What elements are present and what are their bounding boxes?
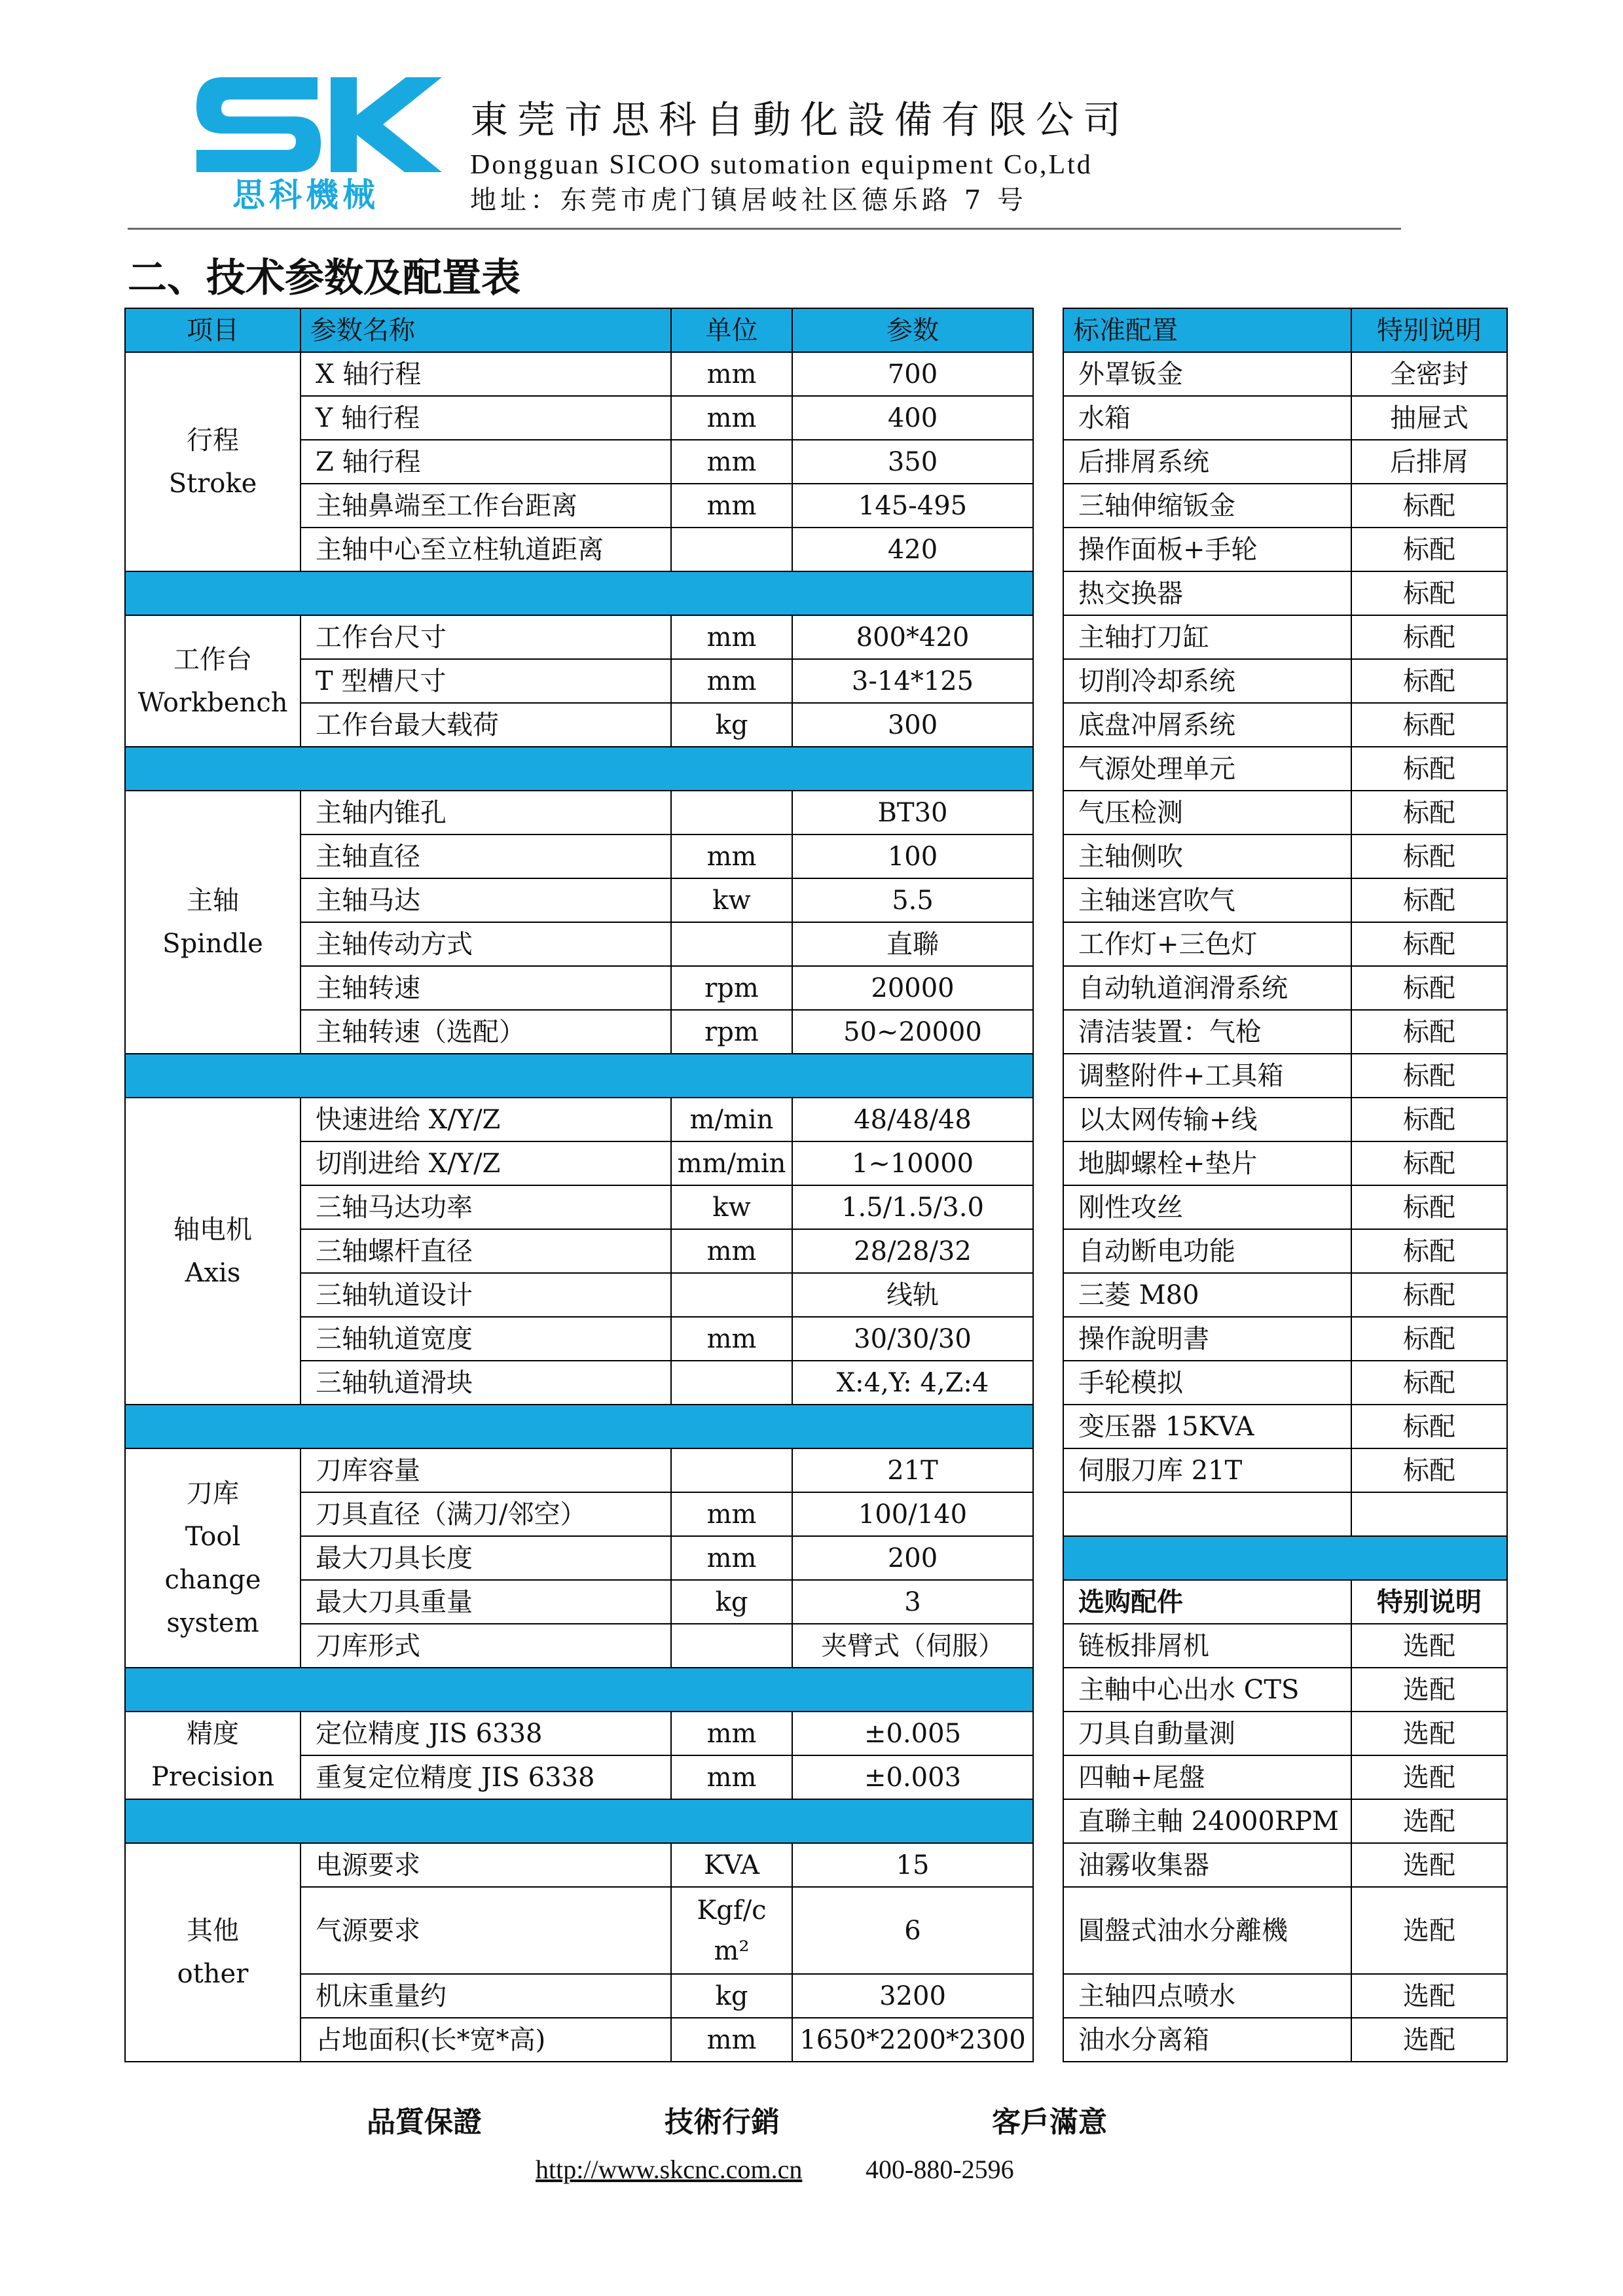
param-value: 21T xyxy=(792,1448,1033,1492)
config-row xyxy=(1063,1185,1507,1229)
config-item: 水箱 xyxy=(1063,396,1351,440)
category-cn: 轴电机 xyxy=(173,1214,252,1245)
param-value: 145-495 xyxy=(792,484,1033,528)
config-item: 三菱 M80 xyxy=(1063,1273,1351,1317)
param-unit: mm xyxy=(671,1229,792,1273)
optional-note: 选配 xyxy=(1351,1974,1507,2018)
config-row xyxy=(1063,1141,1507,1185)
config-row xyxy=(1063,1229,1507,1273)
param-unit: mm xyxy=(671,2018,792,2062)
param-value: 48/48/48 xyxy=(792,1098,1033,1141)
param-unit: kg xyxy=(671,1974,792,2018)
logo-subtitle: 思科機械 xyxy=(232,176,379,214)
config-row xyxy=(1063,878,1507,922)
param-unit: rpm xyxy=(671,966,792,1010)
param-unit xyxy=(671,1273,792,1317)
param-value: ±0.005 xyxy=(792,1712,1033,1755)
param-name: 主轴马达 xyxy=(301,878,671,922)
slogan-technology: 技術行銷 xyxy=(665,2106,780,2139)
config-note: 抽屉式 xyxy=(1351,396,1507,440)
param-unit: mm xyxy=(671,440,792,484)
optional-note: 选配 xyxy=(1351,1624,1507,1668)
optional-header-row xyxy=(1063,1580,1507,1624)
config-row xyxy=(1063,966,1507,1010)
param-unit: mm xyxy=(671,1536,792,1580)
category-en: system xyxy=(166,1607,259,1638)
config-row xyxy=(1063,571,1507,615)
optional-note: 选配 xyxy=(1351,1887,1507,1974)
category-cn: 行程 xyxy=(187,425,239,456)
param-value: BT30 xyxy=(792,791,1033,834)
category-stroke xyxy=(125,352,301,571)
param-value: 1650*2200*2300 xyxy=(792,2018,1033,2062)
param-name: 主轴中心至立柱轨道距离 xyxy=(301,528,671,571)
config-note: 标配 xyxy=(1351,571,1507,615)
config-row xyxy=(1063,1054,1507,1098)
config-note: 标配 xyxy=(1351,703,1507,747)
config-row xyxy=(1063,1799,1507,1843)
company-name-cn: 東莞市思科自動化設備有限公司 xyxy=(470,98,1131,142)
param-name: X 轴行程 xyxy=(301,352,671,396)
category-en: change xyxy=(164,1564,261,1595)
config-item: 底盘冲屑系统 xyxy=(1063,703,1351,747)
config-row xyxy=(1063,1668,1507,1712)
param-unit xyxy=(671,922,792,966)
header-param-name: 参数名称 xyxy=(301,308,671,352)
param-name: T 型槽尺寸 xyxy=(301,659,671,703)
param-unit xyxy=(671,1361,792,1405)
param-name: 气源要求 xyxy=(301,1887,671,1974)
param-unit: m/min xyxy=(671,1098,792,1141)
config-row xyxy=(1063,703,1507,747)
param-name: 工作台最大载荷 xyxy=(301,703,671,747)
config-item: 外罩钣金 xyxy=(1063,352,1351,396)
category-en: Axis xyxy=(185,1257,241,1288)
config-note: 标配 xyxy=(1351,1098,1507,1141)
header-item: 项目 xyxy=(125,308,301,352)
config-item: 切削冷却系统 xyxy=(1063,659,1351,703)
param-unit xyxy=(671,1624,792,1668)
config-note: 标配 xyxy=(1351,922,1507,966)
param-value: 100 xyxy=(792,834,1033,878)
param-name: 主轴转速（选配） xyxy=(301,1010,671,1054)
config-row xyxy=(1063,1010,1507,1054)
config-row xyxy=(1063,922,1507,966)
website-link[interactable]: http://www.skcnc.com.cn xyxy=(536,2155,803,2184)
config-item: 主轴迷宫吹气 xyxy=(1063,878,1351,922)
param-unit: mm xyxy=(671,1755,792,1799)
section-separator xyxy=(1063,1536,1507,1580)
section-title: 二、技术参数及配置表 xyxy=(128,255,520,301)
config-item: 地脚螺栓+垫片 xyxy=(1063,1141,1351,1185)
param-value: 夹臂式（伺服） xyxy=(792,1624,1033,1668)
config-row xyxy=(1063,1974,1507,2018)
config-row-empty xyxy=(1063,1492,1507,1536)
param-name: 三轴螺杆直径 xyxy=(301,1229,671,1273)
param-unit: mm xyxy=(671,484,792,528)
optional-note: 选配 xyxy=(1351,1668,1507,1712)
config-item: 三轴伸缩钣金 xyxy=(1063,484,1351,528)
config-note: 全密封 xyxy=(1351,352,1507,396)
parameter-table xyxy=(124,308,1034,2062)
param-unit: KVA xyxy=(671,1843,792,1887)
config-note: 标配 xyxy=(1351,1405,1507,1448)
param-name: 占地面积(长*宽*高) xyxy=(301,2018,671,2062)
param-name: 主轴传动方式 xyxy=(301,922,671,966)
param-value: ±0.003 xyxy=(792,1755,1033,1799)
optional-item: 直聯主軸 24000RPM xyxy=(1063,1799,1351,1843)
optional-item: 主軸中心出水 CTS xyxy=(1063,1668,1351,1712)
config-item: 气源处理单元 xyxy=(1063,747,1351,791)
configuration-table xyxy=(1063,308,1508,2062)
header-divider xyxy=(128,228,1401,230)
config-item: 后排屑系统 xyxy=(1063,440,1351,484)
param-name: 工作台尺寸 xyxy=(301,615,671,659)
config-row xyxy=(1063,484,1507,528)
config-item: 手轮模拟 xyxy=(1063,1361,1351,1405)
param-name: 定位精度 JIS 6338 xyxy=(301,1712,671,1755)
category-cn: 主轴 xyxy=(187,886,239,916)
config-row xyxy=(1063,791,1507,834)
optional-item: 四軸+尾盤 xyxy=(1063,1755,1351,1799)
config-row xyxy=(1063,834,1507,878)
param-value: 350 xyxy=(792,440,1033,484)
optional-note: 选配 xyxy=(1351,1755,1507,1799)
param-value: 50~20000 xyxy=(792,1010,1033,1054)
table-row xyxy=(125,791,1033,834)
company-name-en: Dongguan SICOO sutomation equipment Co,Ltd xyxy=(470,150,1093,180)
param-unit: mm xyxy=(671,834,792,878)
config-item: 刚性攻丝 xyxy=(1063,1185,1351,1229)
config-item: 操作面板+手轮 xyxy=(1063,528,1351,571)
config-row xyxy=(1063,1624,1507,1668)
config-item: 主轴侧吹 xyxy=(1063,834,1351,878)
param-value: 28/28/32 xyxy=(792,1229,1033,1273)
param-name: 三轴轨道滑块 xyxy=(301,1361,671,1405)
param-value: 300 xyxy=(792,703,1033,747)
param-unit xyxy=(671,528,792,571)
config-item: 热交换器 xyxy=(1063,571,1351,615)
param-name: 刀库形式 xyxy=(301,1624,671,1668)
param-value: 20000 xyxy=(792,966,1033,1010)
param-unit: kg xyxy=(671,703,792,747)
table-row xyxy=(125,352,1033,396)
config-row xyxy=(1063,1755,1507,1799)
config-row xyxy=(1063,528,1507,571)
category-spindle xyxy=(125,791,301,1054)
section-separator xyxy=(125,1054,1033,1098)
category-cn: 精度 xyxy=(187,1719,239,1749)
param-unit: kg xyxy=(671,1580,792,1624)
config-note: 标配 xyxy=(1351,1229,1507,1273)
param-name: 三轴轨道设计 xyxy=(301,1273,671,1317)
param-name: Y 轴行程 xyxy=(301,396,671,440)
category-other xyxy=(125,1843,301,2062)
param-unit: kw xyxy=(671,878,792,922)
param-name: 电源要求 xyxy=(301,1843,671,1887)
param-name: 主轴鼻端至工作台距离 xyxy=(301,484,671,528)
config-row xyxy=(1063,1317,1507,1361)
param-value: 6 xyxy=(792,1887,1033,1974)
slogan-quality: 品質保證 xyxy=(367,2106,482,2139)
company-address: 地址：东莞市虎门镇居岐社区德乐路 7 号 xyxy=(470,185,1027,215)
param-value: 1.5/1.5/3.0 xyxy=(792,1185,1033,1229)
category-cn: 其他 xyxy=(187,1916,239,1946)
param-value: 线轨 xyxy=(792,1273,1033,1317)
category-en: Spindle xyxy=(162,929,263,959)
config-note: 标配 xyxy=(1351,659,1507,703)
section-separator xyxy=(125,1668,1033,1712)
param-unit: mm/min xyxy=(671,1141,792,1185)
param-value: 700 xyxy=(792,352,1033,396)
header-special-note: 特别说明 xyxy=(1351,308,1507,352)
category-cn: 刀库 xyxy=(187,1478,239,1509)
config-item: 主轴打刀缸 xyxy=(1063,615,1351,659)
unit-line: m² xyxy=(714,1935,750,1966)
param-value: 30/30/30 xyxy=(792,1317,1033,1361)
config-item: 自动断电功能 xyxy=(1063,1229,1351,1273)
config-item: 变压器 15KVA xyxy=(1063,1405,1351,1448)
param-name: Z 轴行程 xyxy=(301,440,671,484)
param-value: 5.5 xyxy=(792,878,1033,922)
table-row xyxy=(125,1098,1033,1141)
config-note: 标配 xyxy=(1351,791,1507,834)
param-unit: mm xyxy=(671,396,792,440)
config-note: 标配 xyxy=(1351,966,1507,1010)
slogan-satisfaction: 客戶滿意 xyxy=(992,2106,1107,2139)
config-row xyxy=(1063,1405,1507,1448)
param-unit xyxy=(671,1887,792,1974)
config-note: 标配 xyxy=(1351,615,1507,659)
table-row xyxy=(125,1712,1033,1755)
config-row xyxy=(1063,1843,1507,1887)
config-row xyxy=(1063,1887,1507,1974)
table-row xyxy=(125,615,1033,659)
config-item: 伺服刀库 21T xyxy=(1063,1448,1351,1492)
param-unit: rpm xyxy=(671,1010,792,1054)
config-row xyxy=(1063,1361,1507,1405)
config-note: 标配 xyxy=(1351,1054,1507,1098)
param-value: 15 xyxy=(792,1843,1033,1887)
optional-item: 油霧收集器 xyxy=(1063,1843,1351,1887)
param-name: 刀具直径（满刀/邻空） xyxy=(301,1492,671,1536)
param-name: 主轴内锥孔 xyxy=(301,791,671,834)
config-row xyxy=(1063,2018,1507,2062)
table-header-row xyxy=(125,308,1033,352)
optional-item: 圓盤式油水分離機 xyxy=(1063,1887,1351,1974)
config-item: 清洁装置：气枪 xyxy=(1063,1010,1351,1054)
param-name: 重复定位精度 JIS 6338 xyxy=(301,1755,671,1799)
category-tool-change xyxy=(125,1448,301,1668)
config-row xyxy=(1063,747,1507,791)
category-axis xyxy=(125,1098,301,1405)
header-optional-note: 特别说明 xyxy=(1351,1580,1507,1624)
config-header-row xyxy=(1063,308,1507,352)
section-separator xyxy=(125,1799,1033,1843)
optional-item: 刀具自動量測 xyxy=(1063,1712,1351,1755)
config-item: 操作說明書 xyxy=(1063,1317,1351,1361)
param-name: 主轴直径 xyxy=(301,834,671,878)
config-row xyxy=(1063,1712,1507,1755)
category-en: other xyxy=(177,1959,249,1989)
optional-note: 选配 xyxy=(1351,2018,1507,2062)
param-name: 最大刀具重量 xyxy=(301,1580,671,1624)
config-row xyxy=(1063,440,1507,484)
config-note: 后排屑 xyxy=(1351,440,1507,484)
config-row xyxy=(1063,615,1507,659)
param-unit: mm xyxy=(671,1317,792,1361)
config-row xyxy=(1063,1273,1507,1317)
param-name: 三轴轨道宽度 xyxy=(301,1317,671,1361)
config-note: 标配 xyxy=(1351,1010,1507,1054)
config-row xyxy=(1063,659,1507,703)
config-note: 标配 xyxy=(1351,484,1507,528)
optional-note: 选配 xyxy=(1351,1712,1507,1755)
header-optional-accessories: 选购配件 xyxy=(1063,1580,1351,1624)
header-standard-config: 标准配置 xyxy=(1063,308,1351,352)
param-name: 切削进给 X/Y/Z xyxy=(301,1141,671,1185)
category-workbench xyxy=(125,615,301,747)
config-note: 标配 xyxy=(1351,878,1507,922)
config-item: 自动轨道润滑系统 xyxy=(1063,966,1351,1010)
config-note: 标配 xyxy=(1351,1185,1507,1229)
config-note: 标配 xyxy=(1351,1317,1507,1361)
config-item: 工作灯+三色灯 xyxy=(1063,922,1351,966)
config-note: 标配 xyxy=(1351,528,1507,571)
config-row xyxy=(1063,1098,1507,1141)
param-unit xyxy=(671,1448,792,1492)
optional-note: 选配 xyxy=(1351,1843,1507,1887)
category-en: Tool xyxy=(185,1521,241,1552)
section-separator xyxy=(125,571,1033,615)
param-value: 400 xyxy=(792,396,1033,440)
param-name: 主轴转速 xyxy=(301,966,671,1010)
category-cn: 工作台 xyxy=(173,644,252,675)
config-note: 标配 xyxy=(1351,1361,1507,1405)
section-separator xyxy=(125,747,1033,791)
config-note: 标配 xyxy=(1351,1273,1507,1317)
optional-item: 链板排屑机 xyxy=(1063,1624,1351,1668)
table-row xyxy=(125,1843,1033,1887)
config-row xyxy=(1063,396,1507,440)
config-item: 气压检测 xyxy=(1063,791,1351,834)
param-name: 刀库容量 xyxy=(301,1448,671,1492)
config-item: 以太网传输+线 xyxy=(1063,1098,1351,1141)
config-note: 标配 xyxy=(1351,834,1507,878)
config-note: 标配 xyxy=(1351,1448,1507,1492)
param-unit: mm xyxy=(671,615,792,659)
config-note: 标配 xyxy=(1351,1141,1507,1185)
table-row xyxy=(125,1448,1033,1492)
config-row xyxy=(1063,352,1507,396)
config-item: 调整附件+工具箱 xyxy=(1063,1054,1351,1098)
category-precision xyxy=(125,1712,301,1799)
unit-line: Kgf/c xyxy=(697,1895,767,1926)
section-separator xyxy=(125,1405,1033,1448)
optional-note: 选配 xyxy=(1351,1799,1507,1843)
param-value: 800*420 xyxy=(792,615,1033,659)
header-value: 参数 xyxy=(792,308,1033,352)
param-value: 100/140 xyxy=(792,1492,1033,1536)
param-name: 最大刀具长度 xyxy=(301,1536,671,1580)
phone-number: 400-880-2596 xyxy=(866,2155,1014,2184)
param-value: 3 xyxy=(792,1580,1033,1624)
param-unit: mm xyxy=(671,352,792,396)
config-row xyxy=(1063,1448,1507,1492)
param-unit: mm xyxy=(671,659,792,703)
param-name: 快速进给 X/Y/Z xyxy=(301,1098,671,1141)
param-unit: kw xyxy=(671,1185,792,1229)
param-name: 三轴马达功率 xyxy=(301,1185,671,1229)
category-en: Precision xyxy=(151,1762,275,1792)
param-unit xyxy=(671,791,792,834)
param-unit: mm xyxy=(671,1712,792,1755)
param-value: 420 xyxy=(792,528,1033,571)
param-value: X:4,Y: 4,Z:4 xyxy=(792,1361,1033,1405)
param-value: 直聯 xyxy=(792,922,1033,966)
param-value: 3-14*125 xyxy=(792,659,1033,703)
param-name: 机床重量约 xyxy=(301,1974,671,2018)
category-en: Workbench xyxy=(137,687,288,718)
param-unit: mm xyxy=(671,1492,792,1536)
optional-item: 油水分离箱 xyxy=(1063,2018,1351,2062)
config-note: 标配 xyxy=(1351,747,1507,791)
param-value: 1~10000 xyxy=(792,1141,1033,1185)
optional-item: 主轴四点喷水 xyxy=(1063,1974,1351,2018)
param-value: 3200 xyxy=(792,1974,1033,2018)
category-en: Stroke xyxy=(168,468,257,499)
param-value: 200 xyxy=(792,1536,1033,1580)
header-unit: 单位 xyxy=(671,308,792,352)
